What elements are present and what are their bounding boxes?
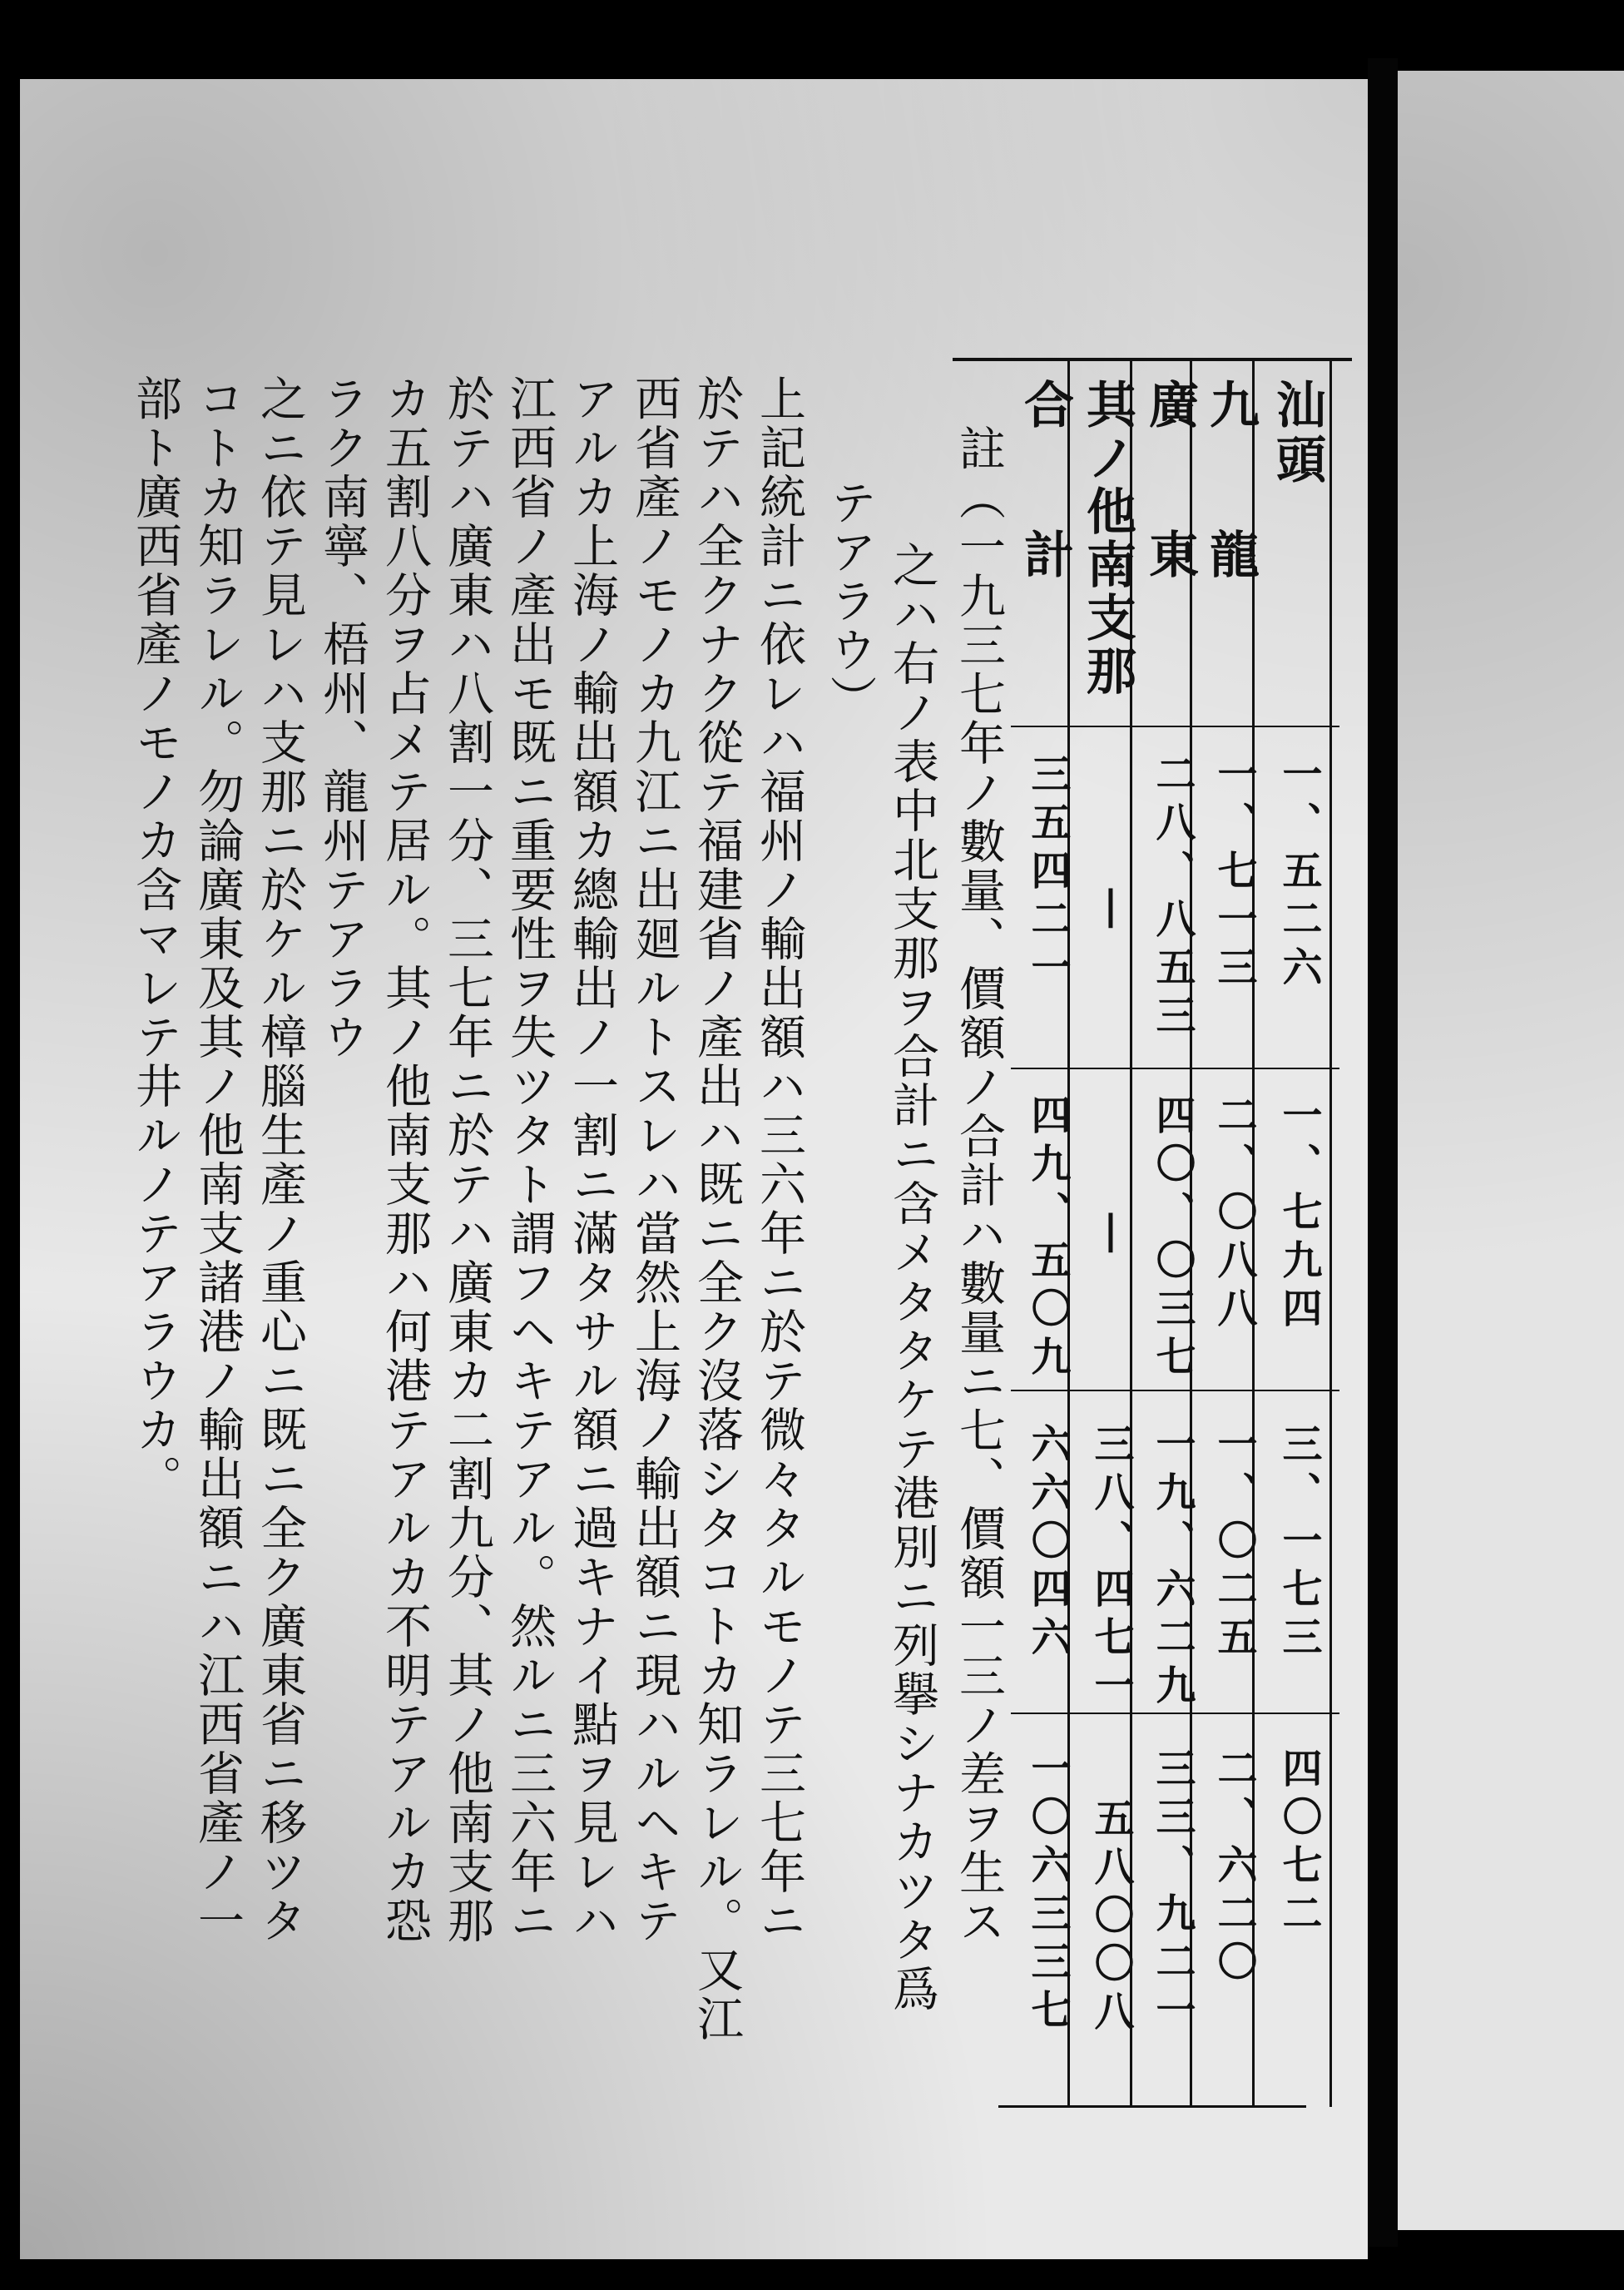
- row-label-other-south-china: 其ノ他南支那: [1078, 379, 1136, 698]
- body-line: 於テハ廣東ハ八割一分、三七年ニ於テハ廣東カ二割九分、其ノ他南支那: [440, 374, 494, 1946]
- table-cell: 四〇、〇三七: [1149, 1094, 1196, 1384]
- table-cell: 一、七一三: [1211, 753, 1257, 994]
- table-cell: 一、七九四: [1275, 1094, 1322, 1336]
- table-cell: 三三、九二一: [1149, 1747, 1196, 2037]
- table-cell: 二、〇八八: [1211, 1094, 1257, 1336]
- table-cell: 四〇七二: [1275, 1747, 1322, 1941]
- table-cell: 五八〇〇八: [1087, 1797, 1134, 2039]
- table-cell: 三八、四七一: [1087, 1423, 1134, 1713]
- table-cell: 三、一七三: [1275, 1423, 1322, 1664]
- note-line: 之ハ右ノ表中北支那ヲ合計ニ含メタタケテ港別ニ列擧シナカツタ爲: [885, 541, 939, 2014]
- body-line: 部ト廣西省產ノモノカ含マレテ井ルノテアラウカ。: [128, 374, 182, 1504]
- body-line: カ五割八分ヲ占メテ居ル。其ノ他南支那ハ何港テアルカ不明テアルカ恐: [378, 374, 432, 1946]
- table-cell: 一、五二六: [1275, 753, 1322, 994]
- row-label-total: 合計: [1016, 379, 1074, 678]
- table-rule: [1011, 1713, 1339, 1714]
- table-cell: 六六〇四六: [1024, 1423, 1071, 1664]
- table-cell: |: [1087, 1207, 1134, 1261]
- body-line: アルカ上海ノ輸出額カ總輸出ノ一割ニ滿タサル額ニ過キナイ點ヲ見レハ: [565, 374, 619, 1946]
- table-cell: 一、〇二五: [1211, 1423, 1257, 1664]
- table-cell: 一九、六二九: [1149, 1423, 1196, 1713]
- book-gutter: [1368, 58, 1398, 2247]
- table-col-rule: [1329, 359, 1332, 2107]
- table-top-rule: [953, 358, 1352, 361]
- table-cell: 二、六二〇: [1211, 1747, 1257, 1989]
- body-line: 江西省ノ產出モ既ニ重要性ヲ失ツタト謂フヘキテアル。然ルニ三六年ニ: [503, 374, 557, 1946]
- row-label-kowloon: 九龍: [1201, 379, 1260, 678]
- table-cell: 四九、五〇九: [1024, 1094, 1071, 1384]
- note-heading: 註（一九三七年ノ數量、價額ノ合計ハ數量ニ七、價額一三ノ差ヲ生ス: [952, 424, 1006, 1946]
- note-line: テアラウ）: [823, 478, 877, 724]
- table-rule: [1011, 726, 1339, 727]
- table-cell: 二八、八五三: [1149, 753, 1196, 1043]
- table-rule: [1011, 1390, 1339, 1391]
- body-line: コトカ知ラレル。勿論廣東及其ノ他南支諸港ノ輸出額ニハ江西省產ノ一: [191, 374, 245, 1946]
- table-cell: 三五四二一: [1024, 753, 1071, 994]
- table-rule: [1011, 1068, 1339, 1069]
- body-line: ラク南寧、梧州、龍州テアラウ: [315, 374, 369, 1062]
- table-bottom-rule: [998, 2105, 1306, 2108]
- adjacent-page-edge: [1398, 71, 1624, 2230]
- row-label-guangdong: 廣東: [1141, 379, 1199, 678]
- body-line: 於テハ全クナク從テ福建省ノ產出ハ既ニ全ク沒落シタコトカ知ラレル。又江: [690, 374, 744, 2044]
- table-cell: |: [1087, 882, 1134, 937]
- body-line: 上記統計ニ依レハ福州ノ輸出額ハ三六年ニ於テ微々タルモノテ三七年ニ: [752, 374, 806, 1946]
- body-line: 西省產ノモノカ九江ニ出廻ルトスレハ當然上海ノ輸出額ニ現ハルヘキテ: [627, 374, 681, 1946]
- table-cell: 一〇六三三七: [1024, 1747, 1071, 2037]
- row-label-shantou: 汕頭: [1268, 379, 1326, 488]
- body-line: 之ニ依テ見レハ支那ニ於ケル樟腦生產ノ重心ニ既ニ全ク廣東省ニ移ツタ: [253, 374, 307, 1946]
